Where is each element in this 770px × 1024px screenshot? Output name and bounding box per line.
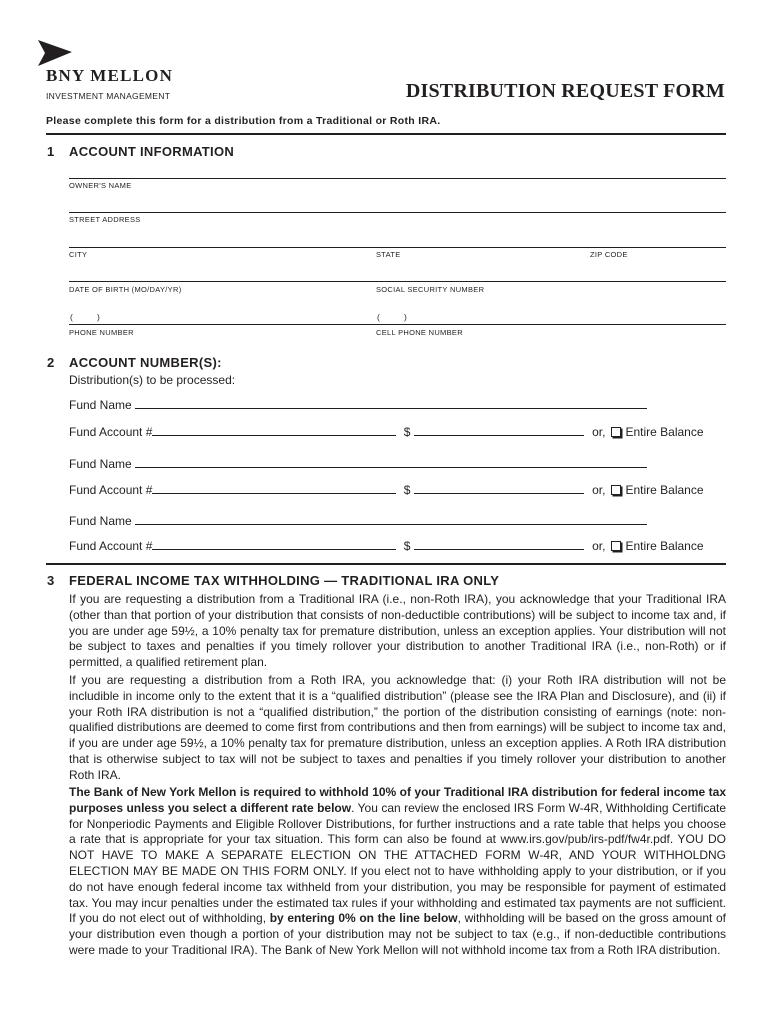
section-3-divider	[46, 563, 726, 565]
bny-mellon-logo-icon	[38, 40, 72, 66]
or-label: or,	[592, 539, 606, 553]
section-2-subtitle: Distribution(s) to be processed:	[69, 373, 236, 387]
owner-name-field[interactable]	[69, 178, 726, 179]
amount-input[interactable]	[414, 538, 584, 550]
zero-percent-instruction: by entering 0% on the line below	[269, 911, 458, 926]
fund-name-label: Fund Name	[69, 514, 132, 528]
fund-account-input[interactable]	[152, 424, 396, 436]
entire-balance-label: Entire Balance	[625, 539, 704, 553]
zip-code-label: ZIP CODE	[590, 250, 628, 259]
section-1-title: ACCOUNT INFORMATION	[69, 144, 235, 159]
fund-name-row-1	[69, 397, 647, 412]
city-state-zip-field[interactable]	[69, 247, 726, 248]
fund-name-row-3	[69, 513, 647, 528]
phone-field[interactable]	[69, 324, 726, 325]
page-title: DISTRIBUTION REQUEST FORM	[405, 80, 725, 102]
fund-name-input[interactable]	[135, 513, 647, 525]
fund-name-input[interactable]	[135, 397, 647, 409]
withholding-paragraph	[69, 785, 726, 959]
phone-area-open: (	[70, 312, 73, 322]
dob-ssn-field[interactable]	[69, 281, 726, 282]
or-label: or,	[592, 483, 606, 497]
or-label: or,	[592, 425, 606, 439]
fund-account-label: Fund Account #	[69, 539, 153, 553]
withholding-closing: , withholding will be based on the gross amount of your distribution even though a portion of your distribution may not be subject to tax (e.g., if non-deductible contributions were made to your Traditional IRA). The Bank of New York Mellon will not withhold income tax from a Roth IRA distribution.	[69, 911, 726, 957]
fund-name-label: Fund Name	[69, 457, 132, 471]
roth-ira-paragraph: If you are requesting a distribution from a Roth IRA, you acknowledge that: (i) your Roth IRA distribution will not be includible in income only to the extent that it is a “qualified distribution” (please see the IRA Plan and Disclosure), and (ii) if your Roth IRA distribution is not a “qualified distribution,” the portion of the distribution consisting of earnings (note: non-qualified distributions are deemed to come first from contributions and then from earnings) will be subject to income tax and, if you are under age 59½, a 10% penalty tax for premature distribution, unless an exception applies. A Roth IRA distribution that is otherwise subject to tax will not be subject to taxes and penalties if you timely rollover your distribution to another Roth IRA.	[69, 673, 726, 782]
entire-balance-checkbox[interactable]	[611, 485, 621, 495]
fund-account-row-3	[69, 538, 704, 553]
traditional-ira-paragraph: If you are requesting a distribution from a Traditional IRA (i.e., non-Roth IRA), you acknowledge that your Traditional IRA (other than that portion of your distribution that consists of non-deductible contributions) will be subject to income tax and, if you are under age 59½, a 10% penalty tax for premature distribution, unless an exception applies. Your distribution will not be subject to taxes and penalties if you timely rollover your distribution to another Traditional IRA (i.e., non-Roth) or if permitted, a qualified retirement plan.	[69, 592, 726, 670]
withholding-notice-bold: The Bank of New York Mellon is required to withhold 10% of your Traditional IRA distribution for federal income tax purposes unless you select a different rate below	[69, 785, 726, 815]
dob-label: DATE OF BIRTH (MO/DAY/YR)	[69, 285, 182, 294]
brand-subtitle: INVESTMENT MANAGEMENT	[46, 91, 171, 101]
withholding-details: . You can review the enclosed IRS Form W-4R, Withholding Certificate for Nonperiodic Payments and Eligible Rollover Distributions, for further instructions and a rate table that helps you choose a rate that is appropriate for your tax situation. This form can also be found at www.irs.gov/pub/irs-pdf/fw4r.pdf. YOU DO NOT HAVE TO MAKE A SEPARATE ELECTION ON THE ATTACHED FORM W-4R, AND YOUR WITHHOLDNG ELECTION MAY BE MADE ON THIS FORM ONLY. If you elect not to have withholding apply to your distribution, or if you do not have enough federal income tax withheld from your distribution, you may be responsible for payment of estimated tax. You may incur penalties under the estimated tax rules if your withholding and estimated tax payments are not sufficient. If you do not elect out of withholding,	[69, 800, 726, 926]
state-label: STATE	[376, 250, 401, 259]
fund-name-input[interactable]	[135, 456, 647, 468]
owner-name-label: OWNER'S NAME	[69, 181, 132, 190]
dollar-sign: $	[403, 425, 411, 439]
section-3-number: 3	[47, 573, 55, 588]
section-3-title: FEDERAL INCOME TAX WITHHOLDING — TRADITIONAL IRA ONLY	[69, 573, 500, 588]
amount-input[interactable]	[414, 424, 584, 436]
entire-balance-label: Entire Balance	[625, 483, 704, 497]
form-instructions: Please complete this form for a distribution from a Traditional or Roth IRA.	[46, 115, 441, 127]
entire-balance-checkbox[interactable]	[611, 541, 621, 551]
fund-name-row-2	[69, 456, 647, 471]
fund-account-row-1	[69, 424, 704, 439]
cell-area-close: )	[404, 312, 407, 322]
dollar-sign: $	[403, 539, 411, 553]
fund-account-label: Fund Account #	[69, 483, 153, 497]
cell-area-open: (	[377, 312, 380, 322]
fund-account-label: Fund Account #	[69, 425, 153, 439]
entire-balance-checkbox[interactable]	[611, 427, 621, 437]
street-address-field[interactable]	[69, 212, 726, 213]
section-2-title: ACCOUNT NUMBER(S):	[69, 355, 222, 370]
fund-account-row-2	[69, 482, 704, 497]
phone-number-label: PHONE NUMBER	[69, 328, 134, 337]
section-2-number: 2	[47, 355, 55, 370]
header-divider	[46, 133, 726, 135]
phone-area-close: )	[97, 312, 100, 322]
entire-balance-label: Entire Balance	[625, 425, 704, 439]
fund-account-input[interactable]	[152, 538, 396, 550]
amount-input[interactable]	[414, 482, 584, 494]
cell-phone-label: CELL PHONE NUMBER	[376, 328, 463, 337]
brand-name: BNY MELLON	[46, 66, 174, 85]
dollar-sign: $	[403, 483, 411, 497]
fund-account-input[interactable]	[152, 482, 396, 494]
city-label: CITY	[69, 250, 88, 259]
ssn-label: SOCIAL SECURITY NUMBER	[376, 285, 485, 294]
street-address-label: STREET ADDRESS	[69, 215, 141, 224]
section-1-number: 1	[47, 144, 55, 159]
fund-name-label: Fund Name	[69, 398, 132, 412]
